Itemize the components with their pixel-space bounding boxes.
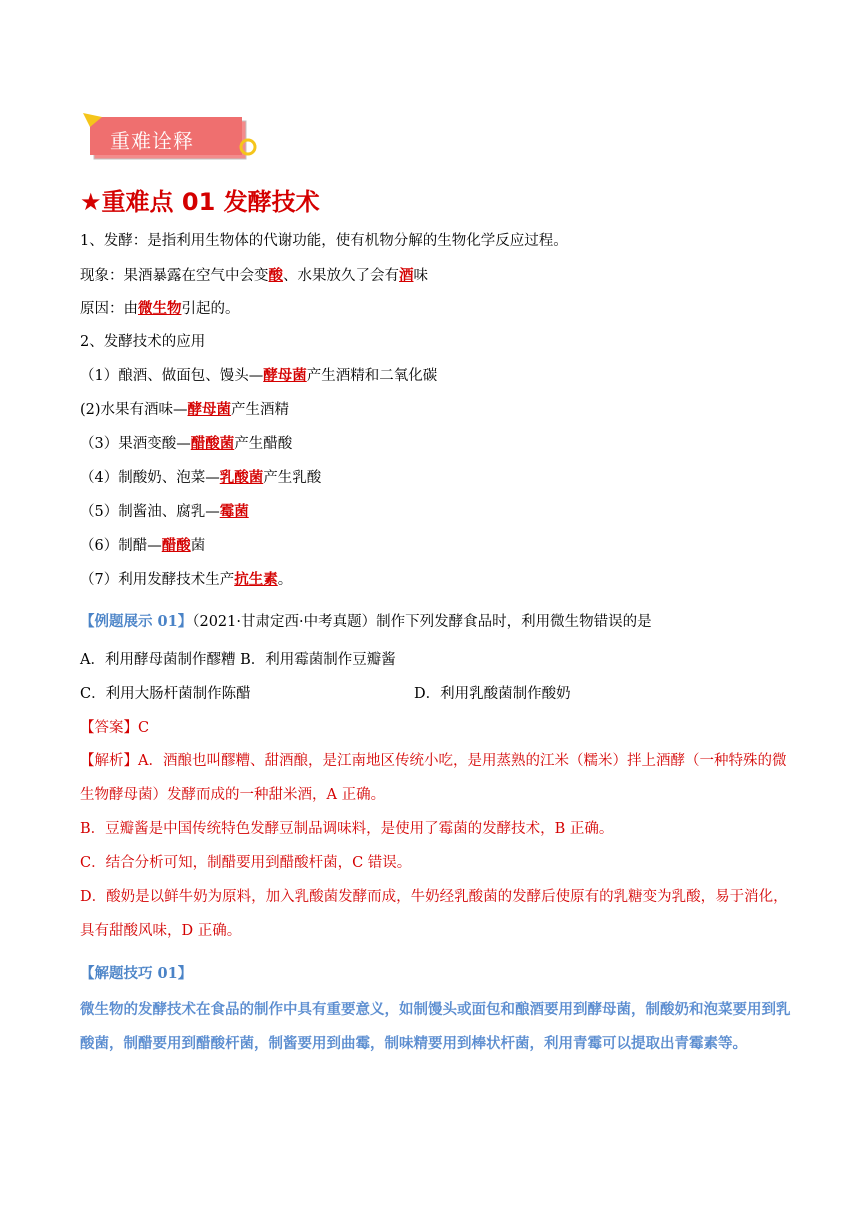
list-item [80, 364, 437, 385]
option-c: C．利用大肠杆菌制作陈醋 [80, 686, 251, 702]
tip-tag: 【解题技巧 01】 [80, 965, 193, 982]
cause-line [80, 297, 240, 318]
analysis-a [80, 744, 792, 812]
text-run: (2)水果有酒味— [80, 402, 188, 418]
analysis-c: C．结合分析可知，制醋要用到醋酸杆菌，C 错误。 [80, 855, 412, 871]
analysis-tag: 【解析】 [80, 753, 138, 769]
list-item [80, 432, 292, 453]
answer-highlight: 抗生素 [234, 571, 278, 588]
analysis-b: B．豆瓣酱是中国传统特色发酵豆制品调味料，是使用了霉菌的发酵技术，B 正确。 [80, 821, 614, 837]
definition-line: 1、发酵：是指利用生物体的代谢功能，使有机物分解的生物化学反应过程。 [80, 233, 568, 249]
section-banner [80, 113, 260, 163]
text-run: 味 [413, 268, 428, 284]
example-tag: 【例题展示 01】 [80, 613, 193, 630]
list-item [80, 534, 205, 555]
option-d: D．利用乳酸菌制作酸奶 [414, 686, 571, 702]
text-run: （4）制酸奶、泡菜— [80, 470, 220, 486]
list-item [80, 568, 292, 589]
list-item [80, 500, 249, 521]
text-run: （7）利用发酵技术生产 [80, 572, 235, 588]
answer-highlight: 霉菌 [219, 503, 249, 520]
text-run: 、水果放久了会有 [283, 268, 399, 284]
answer-value: C [138, 720, 150, 736]
text-run: 原因：由 [80, 301, 138, 317]
answer-highlight: 醋酸 [161, 537, 191, 554]
text-run: （3）果酒变酸— [80, 436, 191, 452]
text-run: 产生酒精和二氧化碳 [306, 368, 438, 384]
analysis-text: A．酒酿也叫醪糟、甜酒酿，是江南地区传统小吃，是用蒸熟的江米（糯米）拌上酒酵（一种特殊的微生物酵母菌）发酵而成的一种甜米酒，A 正确。 [80, 753, 787, 803]
answer-highlight: 乳酸菌 [219, 469, 264, 486]
example-question [80, 610, 652, 631]
answer-highlight: 酒 [399, 267, 414, 284]
list-item [80, 466, 321, 487]
text-run: 产生酒精 [231, 402, 290, 418]
phenomenon-line [80, 264, 428, 285]
text-run: 菌 [190, 538, 206, 554]
answer-highlight: 酸 [268, 267, 283, 284]
text-run: （5）制酱油、腐乳— [80, 504, 220, 520]
section2-title: 2、发酵技术的应用 [80, 334, 206, 350]
text-run: 引起的。 [181, 301, 240, 317]
page-heading: ★重难点 01 发酵技术 [80, 188, 320, 216]
tip-text: 微生物的发酵技术在食品的制作中具有重要意义，如制馒头或面包和酿酒要用到酵母菌，制酸奶和泡菜要用到乳酸菌，制醋要用到醋酸杆菌，制酱要用到曲霉，制味精要用到棒状杆菌，利用青霉可以提取出青霉素等。 [80, 1001, 791, 1052]
answer-tag: 【答案】 [80, 720, 138, 736]
list-item [80, 398, 289, 419]
answer-highlight: 酵母菌 [187, 401, 232, 418]
answer-highlight: 醋酸菌 [190, 435, 235, 452]
text-run: 产生醋酸 [234, 436, 293, 452]
text-run: （6）制醋— [80, 538, 162, 554]
analysis-d: D．酸奶是以鲜牛奶为原料，加入乳酸菌发酵而成，牛奶经乳酸菌的发酵后使原有的乳糖变为乳酸，易于消化，具有甜酸风味，D 正确。 [80, 889, 788, 939]
text-run: （1）酿酒、做面包、馒头— [80, 368, 264, 384]
answer-line [80, 716, 149, 737]
text-run: 。 [277, 572, 293, 588]
text-run: 产生乳酸 [263, 470, 322, 486]
banner-label: 重难诠释 [110, 129, 194, 153]
answer-highlight: 酵母菌 [263, 367, 307, 384]
answer-highlight: 微生物 [138, 300, 182, 317]
option-a-b: A．利用酵母菌制作醪糟 B．利用霉菌制作豆瓣酱 [80, 652, 396, 668]
text-run: 现象：果酒暴露在空气中会变 [80, 268, 269, 284]
question-text: （2021·甘肃定西·中考真题）制作下列发酵食品时，利用微生物错误的是 [192, 614, 652, 630]
